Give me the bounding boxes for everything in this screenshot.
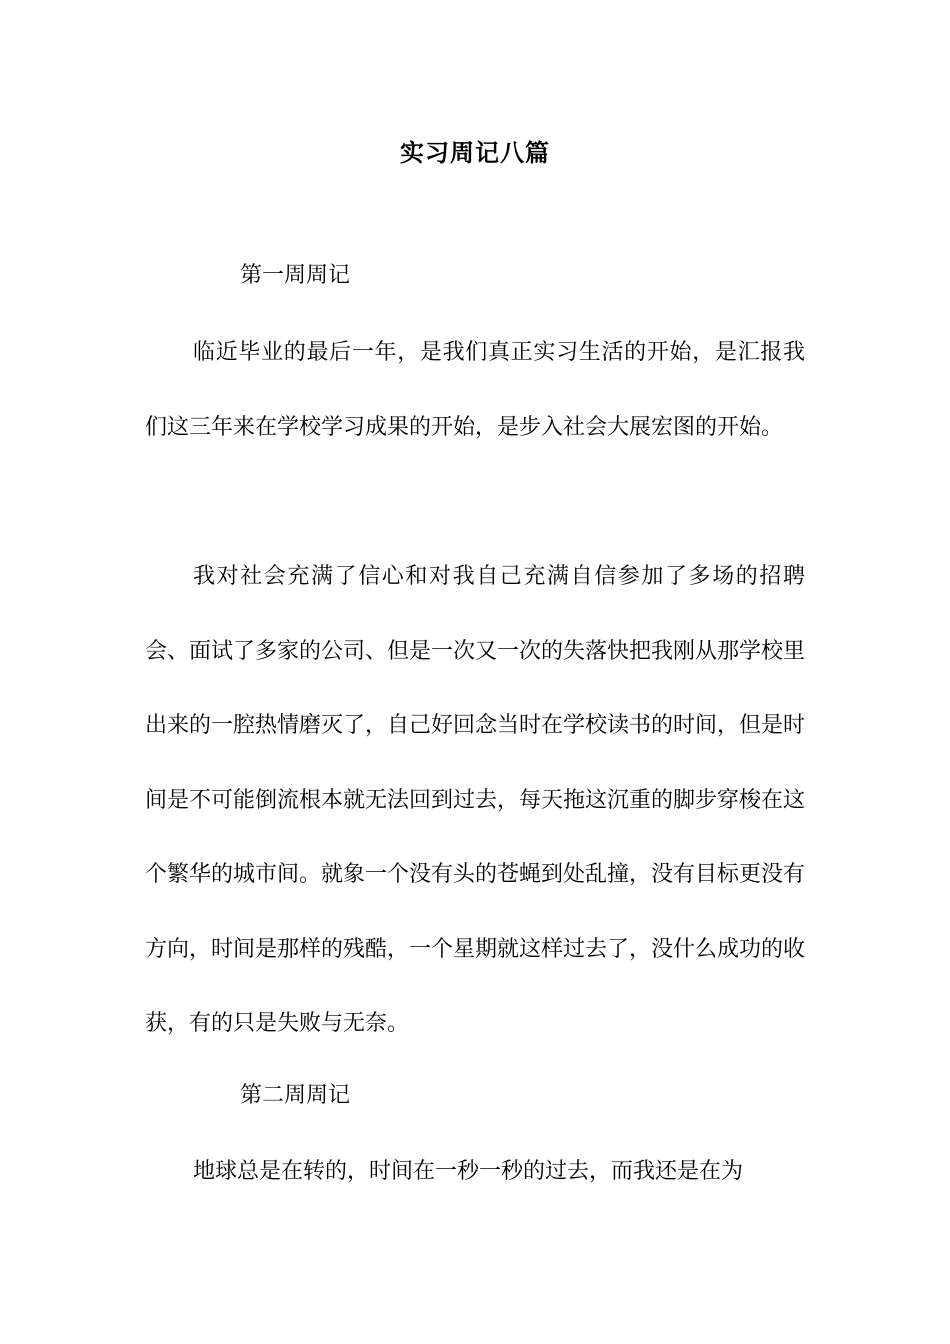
week1-paragraph-2: 我对社会充满了信心和对我自己充满自信参加了多场的招聘会、面试了多家的公司、但是一次又一次的失落快把我刚从那学校里出来的一腔热情磨灭了，自己好回念当时在学校读书的时间，但是时间是不可能倒流根本就无法回到过去，每天拖这沉重的脚步穿梭在这个繁华的城市间。就象一个没有头的苍蝇到处乱撞，没有目标更没有方向，时间是那样的残酷，一个星期就这样过去了，没什么成功的收获，有的只是失败与无奈。 <box>145 564 806 1036</box>
document-title: 实习周记八篇 <box>400 138 550 167</box>
week2-paragraph-1: 地球总是在转的，时间在一秒一秒的过去，而我还是在为 <box>193 1159 744 1184</box>
week2-heading: 第二周周记 <box>240 1083 351 1108</box>
week1-paragraph-1: 临近毕业的最后一年，是我们真正实习生活的开始，是汇报我们这三年来在学校学习成果的开始，是步入社会大展宏图的开始。 <box>145 340 805 440</box>
week1-heading: 第一周周记 <box>240 263 351 288</box>
